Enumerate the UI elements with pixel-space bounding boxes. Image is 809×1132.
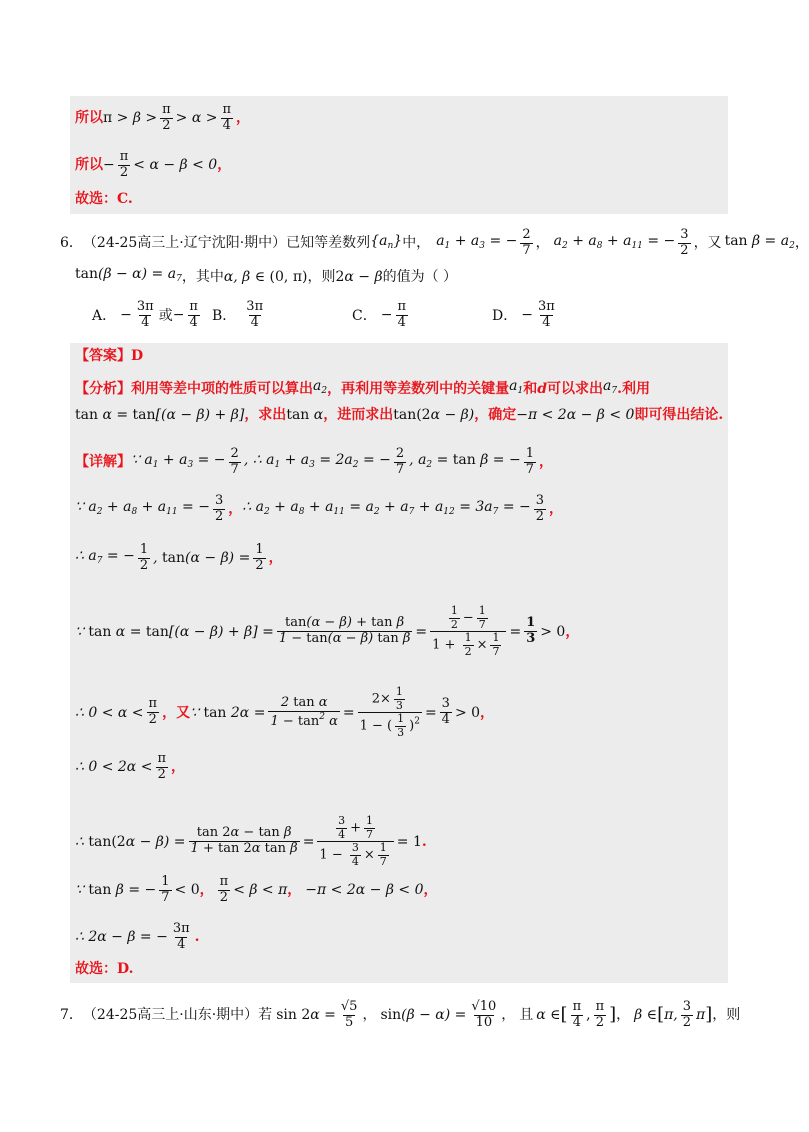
prev-line-1: 所以 π > β > $\frac{\pi}{2}$ > α > $\frac{\pi}{4}$ ， — [75, 102, 251, 133]
prev-line-2: 所以 − $\frac{\pi}{2}$ < α − β < 0 ， — [75, 149, 232, 180]
option-d[interactable]: D． − $\frac{3\pi}{4}$ — [492, 299, 555, 330]
option-a[interactable]: A． − $\frac{3\pi}{4}$ 或 − $\frac{\pi}{4}$ — [92, 299, 198, 330]
q6-line-1: 6． （24-25高三上·辽宁沈阳·期中）已知等差数列 $\{a_n\}$ 中， $a_1 + a_3$ = − $\frac{2}{7}$ ， $a_2 + a_8 + a_{11}$ = − $\frac{3}{2}$ ，又 $\tan \beta = a_2$ ， — [60, 227, 809, 258]
option-c[interactable]: C． − $\frac{\pi}{4}$ — [352, 299, 406, 330]
detail-line-6: ∴ 0 < 2α < $\frac{\pi}{2}$ ， — [75, 751, 185, 782]
q7-line-1: 7． （24-25高三上·山东·期中）若 sin 2α = $\frac{√5}{5}$ ， sin(β − α) = $\frac{√10}{10}$ ， 且 α ∈ [ $\frac{\pi}{4}$ , $\frac{\pi}{2}$ ] ， β ∈ [ π, $\frac{3}{2}$ π ] ，则 — [60, 999, 741, 1030]
analysis-line-2: tan α = tan[(α − β) + β] ，求出 tan α ，进而求出 tan(2α − β) ，确定 −π < 2α − β < 0 即可得出结论. — [75, 407, 724, 423]
detail-line-7: ∴ tan(2α − β) = $\frac{\text{tan 2α − tan β}}{\text{1 + tan 2α tan β}}$ = $\frac{3}{4}$ + $\frac{1}{7}$ 1 − $\frac{3}{4}$ × $\frac{1}{7}$ = 1 . — [75, 814, 427, 868]
detail-line-2: ∵ $a_2 + a_8 + a_{11}$ = − $\frac{3}{2}$ ， ∴ $a_2 + a_8 + a_{11} = a_2 + a_7 + a_{12} = 3a_7$ = − $\frac{3}{2}$ ， — [75, 493, 564, 524]
detail-line-4: ∵ tan α = tan[(α − β) + β] = $\frac{\text{tan(α − β) + tan β}}{\text{1 − tan(α − β) tan β}}$ = $\frac{1}{2}$ − $\frac{1}{7}$ 1 + $\frac{1}{2}$ × $\frac{1}{7}$ = $\frac{1}{3}$ > 0 ， — [75, 604, 580, 658]
final-answer: 故选：D. — [75, 961, 134, 977]
detail-line-3: ∴ $a_7$ = − $\frac{1}{2}$ , tan(α − β) = $\frac{1}{2}$ ， — [75, 542, 283, 573]
detail-line-1: 【详解】 ∵ $a_1 + a_3$ = − $\frac{2}{7}$ , ∴ $a_1 + a_3 = 2a_2$ = − $\frac{2}{7}$ , $a_2 = \tan \beta$ = − $\frac{1}{7}$ ， — [75, 446, 553, 477]
option-b[interactable]: B． $\frac{3\pi}{4}$ — [212, 299, 264, 330]
q6-line-2: $\tan(\beta - \alpha) = a_7$ ，其中 α, β ∈ (0, π) ，则 2α − β 的值为（ ） — [75, 266, 458, 285]
answer-line: 【答案】 D — [75, 348, 144, 364]
detail-line-5: ∴ 0 < α < $\frac{\pi}{2}$ ， 又 ∵ tan 2α = $\frac{\text{2 tan α}}{1 - \tan^2 \alpha}$ = 2× $\frac{1}{3}$ 1 − ( $\frac{1}{3}$ )$^2$ = $\frac{3}{4}$ > 0 ， — [75, 685, 495, 739]
prev-answer: 故选：C. — [75, 191, 133, 207]
detail-line-8: ∵ tan β = − $\frac{1}{7}$ < 0 ， $\frac{\pi}{2}$ < β < π ， −π < 2α − β < 0 ， — [75, 874, 438, 905]
analysis-line-1: 【分析】 利用等差中项的性质可以算出 $a_2$ ，再利用等差数列中的关键量 $a_1$ 和 d 可以求出 $a_7$ .利用 — [75, 378, 650, 397]
detail-line-9: ∴ 2α − β = − $\frac{3\pi}{4}$ . — [75, 921, 200, 952]
